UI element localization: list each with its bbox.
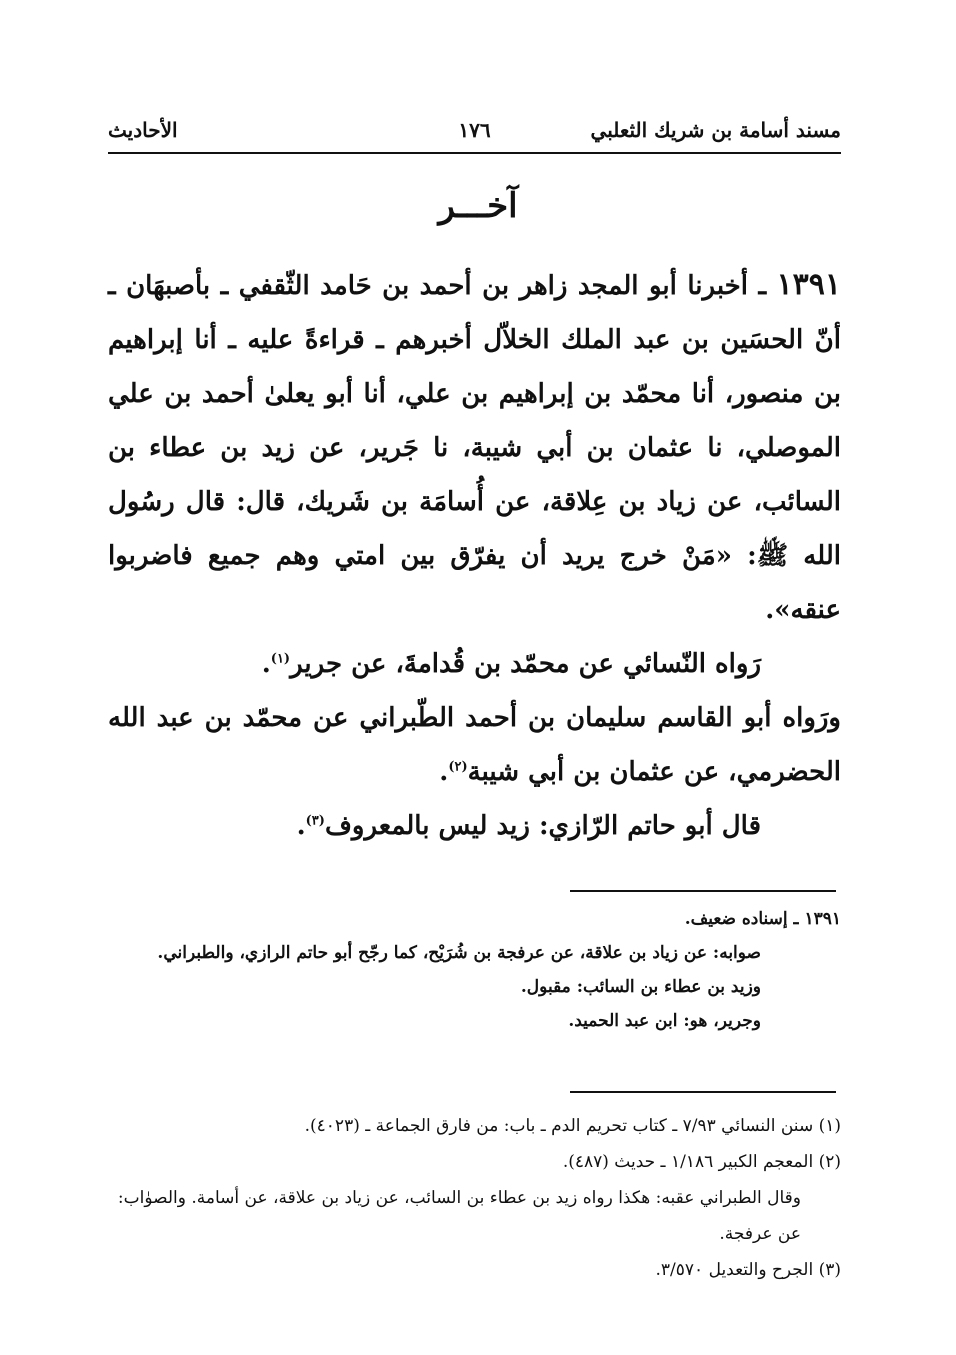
riwaya-tabarani-text: ورَواه أبو القاسم سليمان بن أحمد الطّبراني عن محمّد بن عبد الله الحضرمي، عن عثمان بن أبي شيبة <box>108 703 841 787</box>
takhrij-notes <box>108 902 841 1038</box>
footnote-1: (١) سنن النسائي ٧/٩٣ ـ كتاب تحريم الدم ـ باب: من فارق الجماعة ـ (٤٠٢٣). <box>304 1116 841 1136</box>
footnotes <box>108 1108 841 1288</box>
riwaya-abu-hatim <box>108 799 841 853</box>
period: . <box>296 811 306 841</box>
riwaya-nasai <box>108 637 841 691</box>
riwaya-abu-hatim-text: قال أبو حاتم الرّازي: زيد ليس بالمعروف <box>324 811 761 841</box>
riwaya-tabarani <box>108 691 841 799</box>
page-number: ١٧٦ <box>458 118 491 142</box>
footnote-ref-2[interactable]: (٢) <box>448 759 468 775</box>
footnote-2-continuation: وقال الطبراني عقبه: هكذا رواه زيد بن عطاء بن السائب، عن زياد بن علاقة، عن أسامة. والصوٰاب: عن عرفجة. <box>117 1188 801 1244</box>
footnote-ref-1[interactable]: (١) <box>270 651 291 667</box>
book-title: مسند أسامة بن شريك الثعلبي <box>590 118 841 142</box>
header-divider <box>108 152 841 154</box>
footnote-ref-3[interactable]: (٣) <box>305 813 325 829</box>
hadith-main-text: ـ أخبرنا أبو المجد زاهر بن أحمد بن حَامد الثّقفي ـ بأصبهَان ـ أنّ الحسَين بن عبد الملك الخلاّل أخبرهم ـ قراءةً عليه ـ أنا إبراهيم بن منصور، أنا محمّد بن إبراهيم بن علي، أنا أبو يعلىٰ أحمد بن علي الموصلي، نا عثمان بن أبي شيبة، نا جَرير، عن زيد بن عطاء بن السائب، عن زياد بن عِلاقة، عن أُسامَة بن شَريك، قال: قال رسُول الله ﷺ: «مَنْ خرج يريد أن يفرّق بين امتي وهم جميع فاضربوا عنقه». <box>108 271 841 625</box>
section-label: الأحاديث <box>108 118 178 142</box>
takhrij-line-4: وجرير، هو: ابن عبد الحميد. <box>568 1011 761 1031</box>
takhrij-divider <box>570 890 836 892</box>
takhrij-line-3: وزيد بن عطاء بن السائب: مقبول. <box>520 977 761 997</box>
period: . <box>261 649 271 679</box>
hadith-body <box>108 258 841 853</box>
footnote-3: (٣) الجرح والتعديل ٣/٥٧٠. <box>655 1260 841 1280</box>
footnote-2: (٢) المعجم الكبير ١/١٨٦ ـ حديث (٤٨٧). <box>562 1152 841 1172</box>
period: . <box>439 757 449 787</box>
riwaya-nasai-text: رَواه النّسائي عن محمّد بن قُدامةَ، عن جرير <box>290 649 761 679</box>
section-title: آخـــر <box>438 186 518 226</box>
takhrij-line-2: صوابه: عن زياد بن علاقة، عن عرفجة بن شُرَيْح، كما رجّح أبو حاتم الرازي، والطبراني. <box>157 943 761 963</box>
page-header <box>108 118 841 152</box>
hadith-number: ١٣٩١ <box>776 267 841 302</box>
hadith-main-paragraph <box>108 258 841 637</box>
takhrij-line-1: ١٣٩١ ـ إسناده ضعيف. <box>684 909 841 929</box>
footnotes-divider <box>570 1091 836 1093</box>
